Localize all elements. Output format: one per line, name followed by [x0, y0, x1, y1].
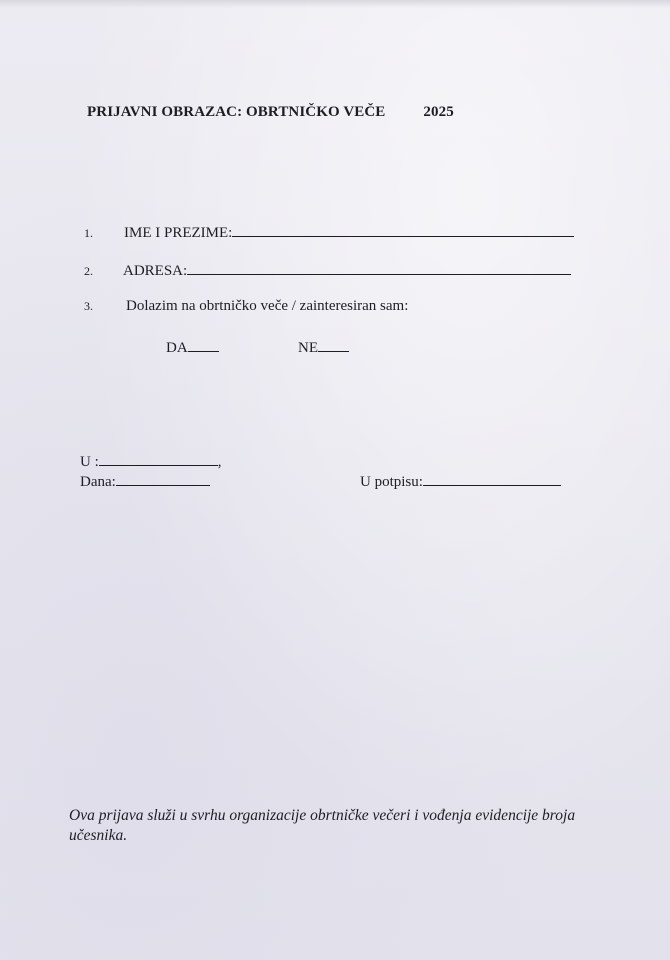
place-label: U : [80, 454, 99, 470]
place-field[interactable] [99, 451, 218, 466]
address-field[interactable] [187, 260, 571, 275]
form-title [87, 104, 454, 121]
form-title-text: PRIJAVNI OBRAZAC: OBRTNIČKO VEČE [87, 104, 386, 120]
item-number: 1. [84, 226, 93, 240]
option-no-label: NE [298, 340, 318, 356]
date-row [80, 471, 210, 491]
address-label: ADRESA: [123, 263, 188, 279]
paper-edge [0, 0, 670, 8]
item-attendance-row [84, 298, 408, 315]
name-field[interactable] [232, 222, 574, 237]
signature-field[interactable] [423, 471, 561, 486]
option-no-field[interactable] [318, 337, 349, 352]
place-row [80, 451, 222, 471]
option-no [298, 337, 349, 357]
option-yes-field[interactable] [188, 337, 219, 352]
option-yes [166, 337, 219, 357]
item-address-row [84, 260, 571, 280]
date-field[interactable] [116, 471, 210, 486]
name-label: IME I PREZIME: [124, 225, 233, 241]
date-label: Dana: [80, 474, 116, 490]
signature-label: U potpisu: [360, 474, 423, 490]
place-suffix: , [217, 454, 222, 470]
option-yes-label: DA [166, 340, 188, 356]
footer-note: Ova prijava služi u svrhu organizacije obrtničke večeri i vođenja evidencije broja učesnika. [69, 807, 576, 844]
attendance-label: Dolazim na obrtničko veče / zainteresiran sam: [126, 298, 409, 314]
item-number: 3. [84, 299, 93, 313]
item-name-row [84, 222, 574, 242]
signature-row [360, 471, 561, 491]
item-number: 2. [84, 264, 93, 278]
form-year: 2025 [423, 104, 454, 120]
